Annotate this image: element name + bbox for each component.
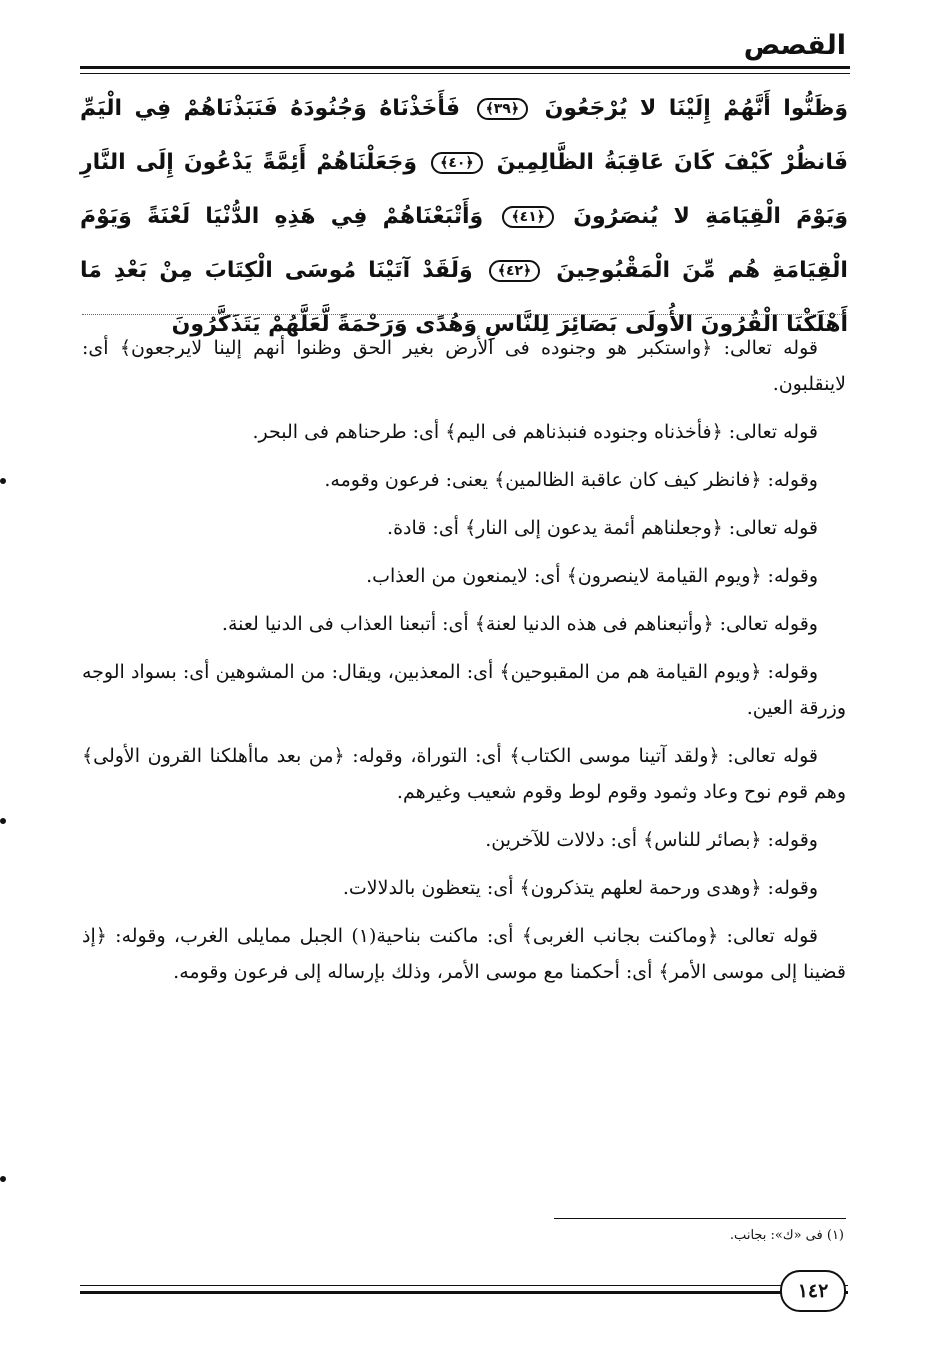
commentary-paragraph: قوله تعالى: ﴿وجعلناهم أئمة يدعون إلى النار﴾ أى: قادة. [387,517,818,539]
verse-number-marker: ﴿٤١﴾ [502,206,554,228]
verse-number-marker: ﴿٤٢﴾ [489,260,541,282]
footnote-rule [554,1218,846,1219]
commentary-paragraph: وقوله تعالى: ﴿وأتبعناهم فى هذه الدنيا لعنة﴾ أى: أتبعنا العذاب فى الدنيا لعنة. [221,613,818,635]
quran-segment: وَأَتْبَعْنَاهُمْ فِي هَذِهِ الدُّنْيَا لَعْنَةً وَيَوْمَ الْقِيَامَةِ هُم مِّنَ الْمَقْبُوحِينَ [80,204,848,283]
quran-segment: فَأَخَذْنَاهُ وَجُنُودَهُ فَنَبَذْنَاهُمْ فِي الْيَمِّ فَانظُرْ كَيْفَ كَانَ عَاقِبَةُ الظَّالِمِينَ [80,96,848,175]
commentary-paragraph: وقوله: ﴿ويوم القيامة لاينصرون﴾ أى: لايمنعون من العذاب. [366,565,818,587]
margin-mark [0,478,6,484]
quran-segment: وَجَعَلْنَاهُمْ أَئِمَّةً يَدْعُونَ إِلَى النَّارِ وَيَوْمَ الْقِيَامَةِ لا يُنصَرُونَ [80,150,848,229]
margin-mark [0,1176,6,1182]
quran-segment: وَلَقَدْ آتَيْنَا مُوسَى الْكِتَابَ مِنْ بَعْدِ مَا أَهْلَكْنَا الْقُرُونَ الأُولَى بَصَائِرَ لِلنَّاسِ وَهُدًى وَرَحْمَةً لَّعَلَّهُمْ يَتَذَكَّرُونَ [80,258,848,337]
commentary-paragraph: وقوله: ﴿ويوم القيامة هم من المقبوحين﴾ أى: المعذبين، ويقال: من المشوهين أى: بسواد الوجه وزرقة العين. [82,661,846,719]
page-number: ١٤٢ [780,1270,846,1312]
commentary-paragraph: قوله تعالى: ﴿وماكنت بجانب الغربى﴾ أى: ماكنت بناحية(١) الجبل ممايلى الغرب، وقوله: ﴿إذ قضينا إلى موسى الأمر﴾ أى: أحكمنا مع موسى الأمر، وذلك بإرساله إلى فرعون وقومه. [82,925,846,983]
header-rule-thin [80,73,850,74]
surah-title-header: القصص [743,30,846,61]
commentary-paragraph: وقوله: ﴿بصائر للناس﴾ أى: دلالات للآخرين. [485,829,818,851]
verse-number-marker: ﴿٣٩﴾ [477,98,529,120]
footnote: (١) فى «ك»: بجانب. [729,1228,844,1243]
commentary-paragraph: قوله تعالى: ﴿ولقد آتينا موسى الكتاب﴾ أى: التوراة، وقوله: ﴿من بعد ماأهلكنا القرون الأولى﴾ وهم قوم نوح وعاد وثمود وقوم لوط وقوم شعيب وغيرهم. [82,745,846,803]
commentary-paragraph: قوله تعالى: ﴿واستكبر هو وجنوده فى الأرض بغير الحق وظنوا أنهم إلينا لايرجعون﴾ أى: لاينقلبون. [82,337,846,395]
margin-mark [0,818,6,824]
quran-segment: وَظَنُّوا أَنَّهُمْ إِلَيْنَا لا يُرْجَعُونَ [544,96,848,121]
commentary-paragraph: وقوله: ﴿وهدى ورحمة لعلهم يتذكرون﴾ أى: يتعظون بالدلالات. [342,877,818,899]
quran-text-block [80,82,848,352]
section-divider [82,314,846,315]
footer-rule-thin [80,1285,848,1286]
commentary-block [82,330,846,1002]
verse-number-marker: ﴿٤٠﴾ [431,152,483,174]
commentary-paragraph: وقوله: ﴿فانظر كيف كان عاقبة الظالمين﴾ يعنى: فرعون وقومه. [324,469,818,491]
commentary-paragraph: قوله تعالى: ﴿فأخذناه وجنوده فنبذناهم فى اليم﴾ أى: طرحناهم فى البحر. [252,421,818,443]
header-rule-thick [80,66,850,69]
footer-rule-thick [80,1291,848,1294]
